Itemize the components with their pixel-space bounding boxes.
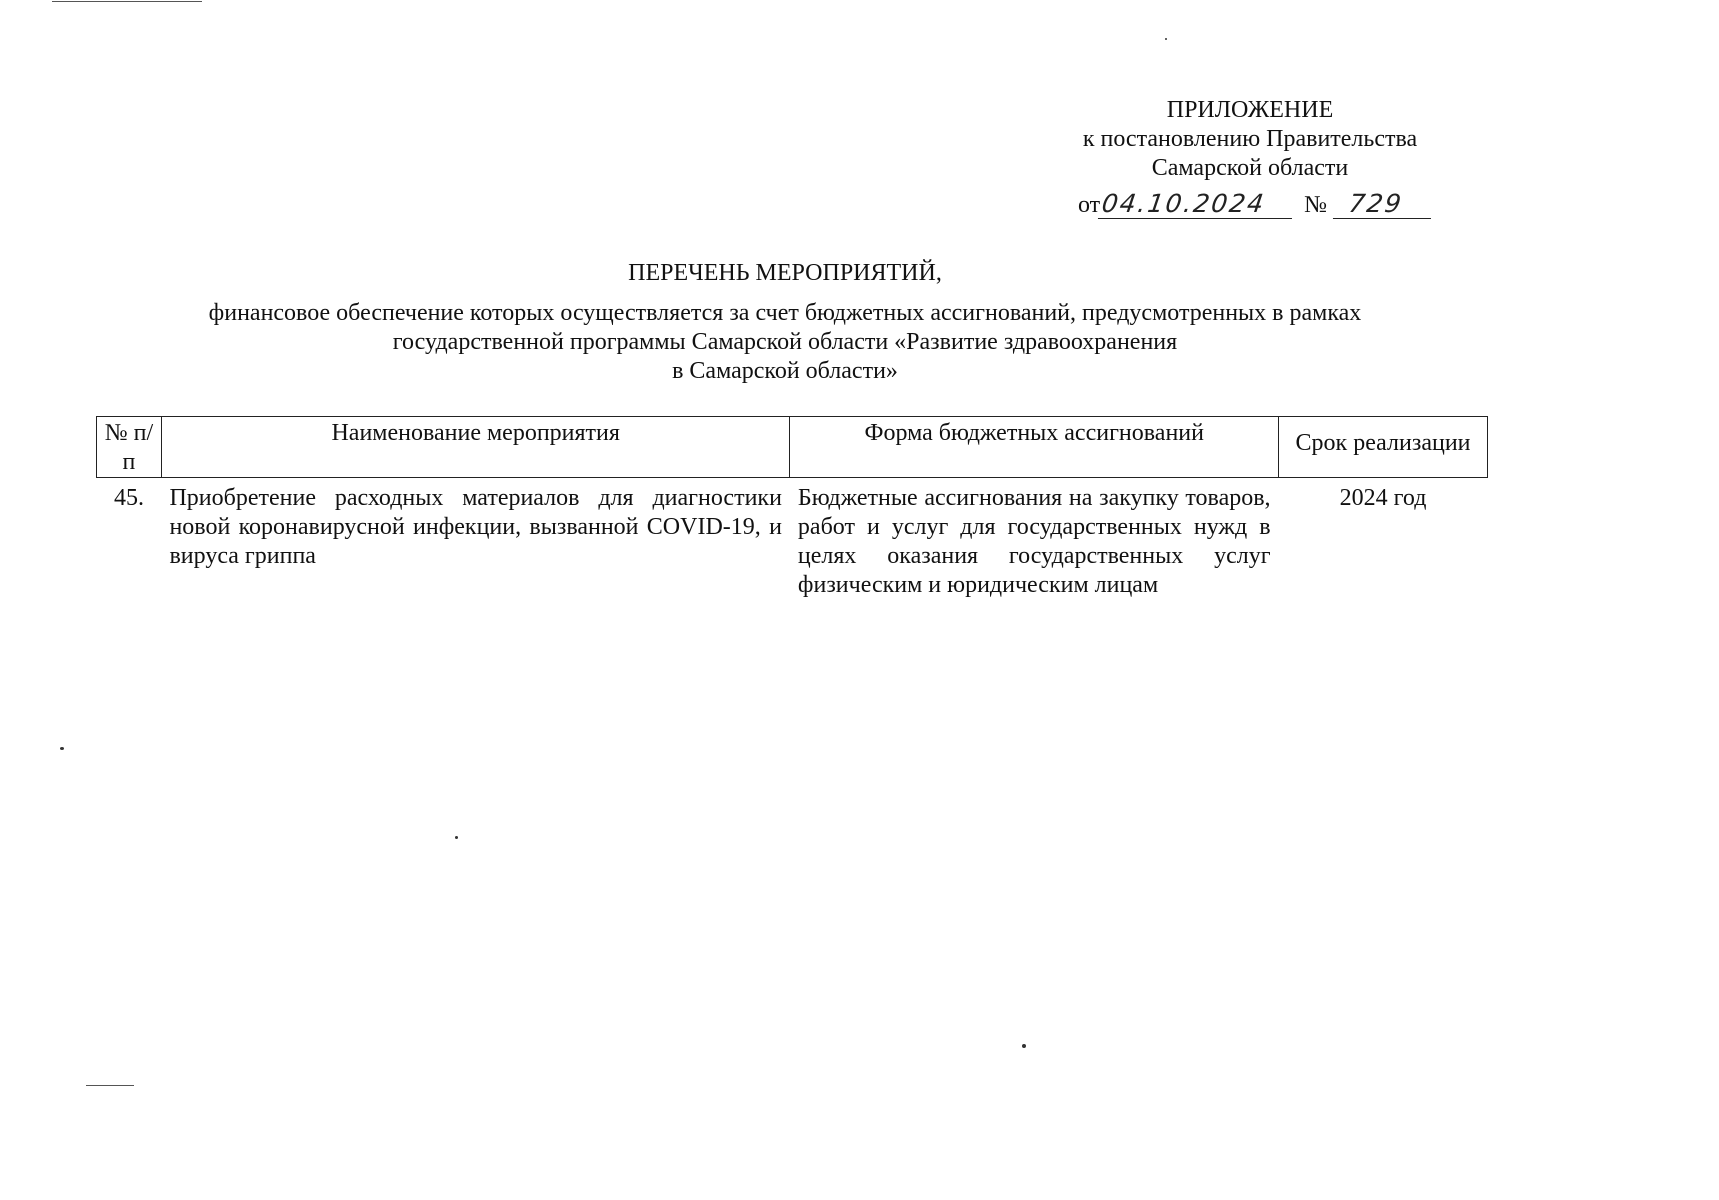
document-title: ПЕРЕЧЕНЬ МЕРОПРИЯТИЙ, <box>628 260 942 286</box>
number-sign: № <box>1304 192 1328 218</box>
scan-artifact <box>1022 1044 1026 1048</box>
appendix-line-1: к постановлению Правительства <box>1082 126 1418 152</box>
measures-table <box>96 416 1488 600</box>
subtitle-line-3: в Самарской области» <box>672 358 898 384</box>
scan-artifact <box>60 747 64 750</box>
appendix-block <box>1040 96 1460 220</box>
appendix-line-2: Самарской области <box>1151 155 1349 181</box>
table-row <box>97 478 1488 601</box>
scan-artifact <box>1165 38 1167 40</box>
appendix-title: ПРИЛОЖЕНИЕ <box>1166 97 1334 123</box>
subtitle-line-1: финансовое обеспечение которых осуществляется за счет бюджетных ассигнований, предусмотренных в рамках <box>208 300 1362 326</box>
scan-artifact <box>52 1 202 2</box>
header-term: Срок реализации <box>1279 417 1488 478</box>
header-form: Форма бюджетных ассигнований <box>790 417 1279 478</box>
scan-artifact <box>86 1085 134 1086</box>
from-label: от <box>1078 192 1101 218</box>
cell-name: Приобретение расходных материалов для диагностики новой коронавирусной инфекции, вызванной COVID-19, и вируса гриппа <box>169 485 782 569</box>
handwritten-date: 04.10.2024 <box>1098 189 1296 219</box>
cell-term: 2024 год <box>1339 485 1427 511</box>
subtitle-line-2: государственной программы Самарской области «Развитие здравоохранения <box>392 329 1178 355</box>
cell-form: Бюджетные ассигнования на закупку товаров, работ и услуг для государственных нужд в целях оказания государственных услуг физическим и юридическим лицам <box>797 485 1271 598</box>
table-header-row <box>97 417 1488 478</box>
header-num: № п/п <box>97 417 162 478</box>
handwritten-number: 729 <box>1333 189 1435 219</box>
cell-num: 45. <box>113 485 144 511</box>
appendix-date-number <box>1040 189 1460 220</box>
header-name: Наименование мероприятия <box>161 417 789 478</box>
scan-artifact <box>455 836 458 839</box>
document-subtitle <box>60 299 1510 386</box>
